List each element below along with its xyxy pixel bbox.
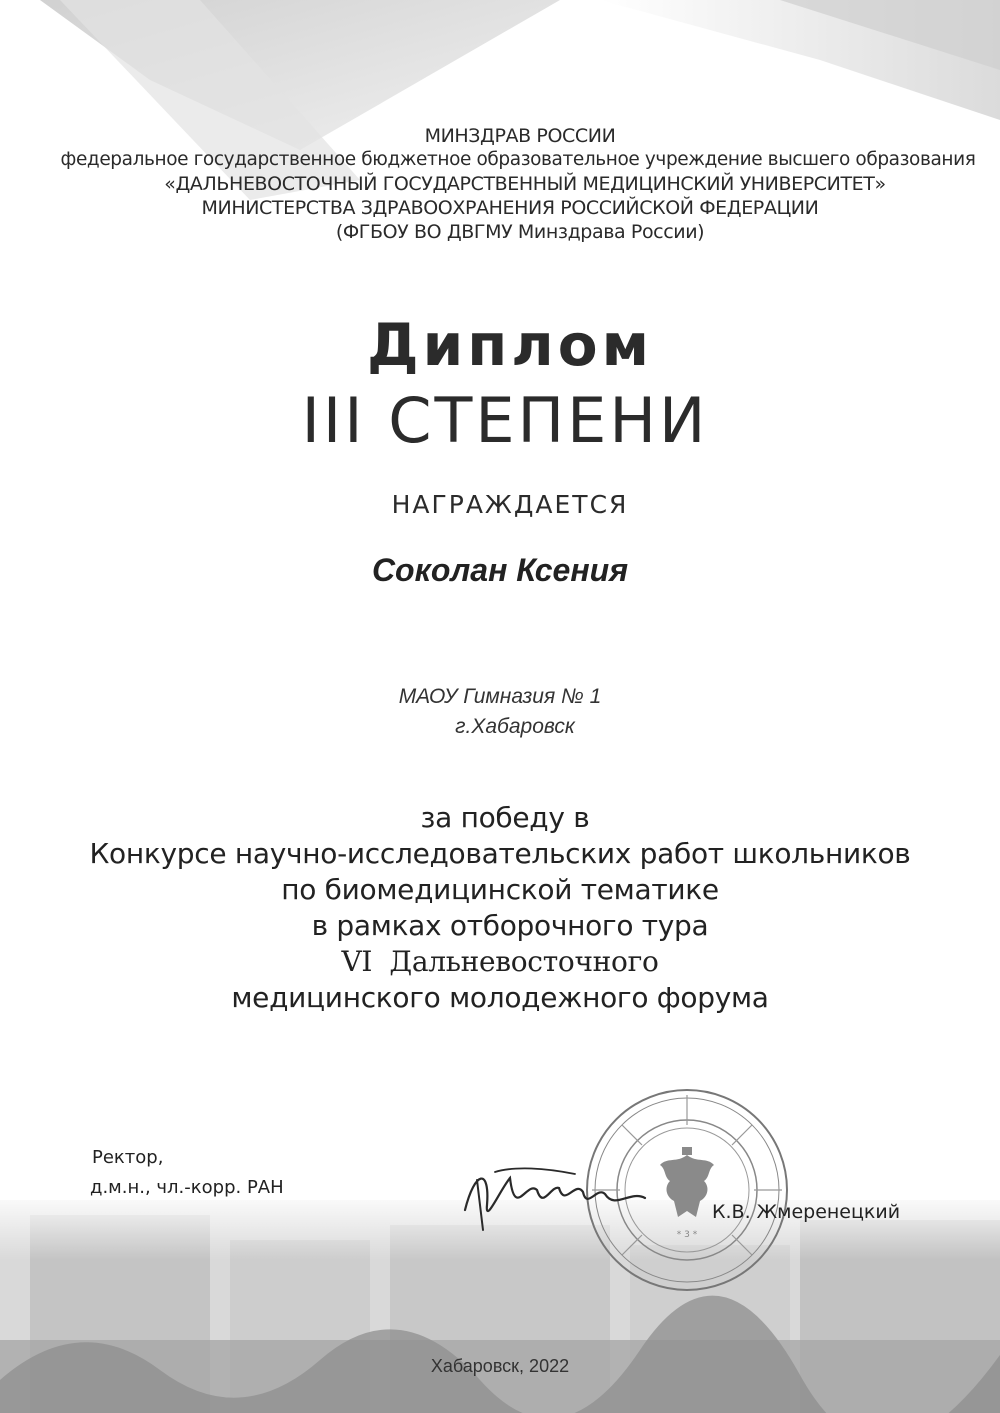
rector-credentials: д.м.н., чл.-корр. РАН — [90, 1177, 284, 1198]
reason-line: по биомедицинской тематике — [281, 873, 719, 906]
reason-line: VI Дальневосточного — [341, 945, 659, 978]
university-name: «ДАЛЬНЕВОСТОЧНЫЙ ГОСУДАРСТВЕННЫЙ МЕДИЦИНСКИЙ УНИВЕРСИТЕТ» — [164, 173, 886, 195]
svg-text:* 3 *: * 3 * — [676, 1230, 698, 1240]
handwritten-signature — [455, 1150, 695, 1240]
awarded-label: НАГРАЖДАЕТСЯ — [391, 490, 629, 519]
award-reason — [0, 800, 1000, 1016]
reason-line: медицинского молодежного форума — [231, 981, 769, 1014]
reason-line: в рамках отборочного тура — [311, 909, 709, 942]
ministry-full-name: МИНИСТЕРСТВА ЗДРАВООХРАНЕНИЯ РОССИЙСКОЙ ФЕДЕРАЦИИ — [201, 197, 819, 219]
diploma-degree: III СТЕПЕНИ — [301, 384, 709, 457]
reason-line: за победу в — [420, 801, 590, 834]
university-abbreviation: (ФГБОУ ВО ДВГМУ Минздрава России) — [335, 221, 705, 243]
institution-type: федеральное государственное бюджетное образовательное учреждение высшего образования — [60, 149, 976, 170]
signer-name: К.В. Жмеренецкий — [712, 1201, 901, 1223]
recipient-city: г.Хабаровск — [455, 715, 575, 738]
ministry-short: МИНЗДРАВ РОССИИ — [424, 125, 616, 147]
reason-line: Конкурсе научно-исследовательских работ школьников — [89, 837, 911, 870]
place-and-year: Хабаровск, 2022 — [430, 1356, 570, 1376]
recipient-school: МАОУ Гимназия № 1 — [398, 685, 602, 708]
diploma-title: Диплом — [366, 311, 654, 379]
recipient-name: Соколан Ксения — [371, 552, 629, 588]
rector-position: Ректор, — [92, 1147, 164, 1168]
